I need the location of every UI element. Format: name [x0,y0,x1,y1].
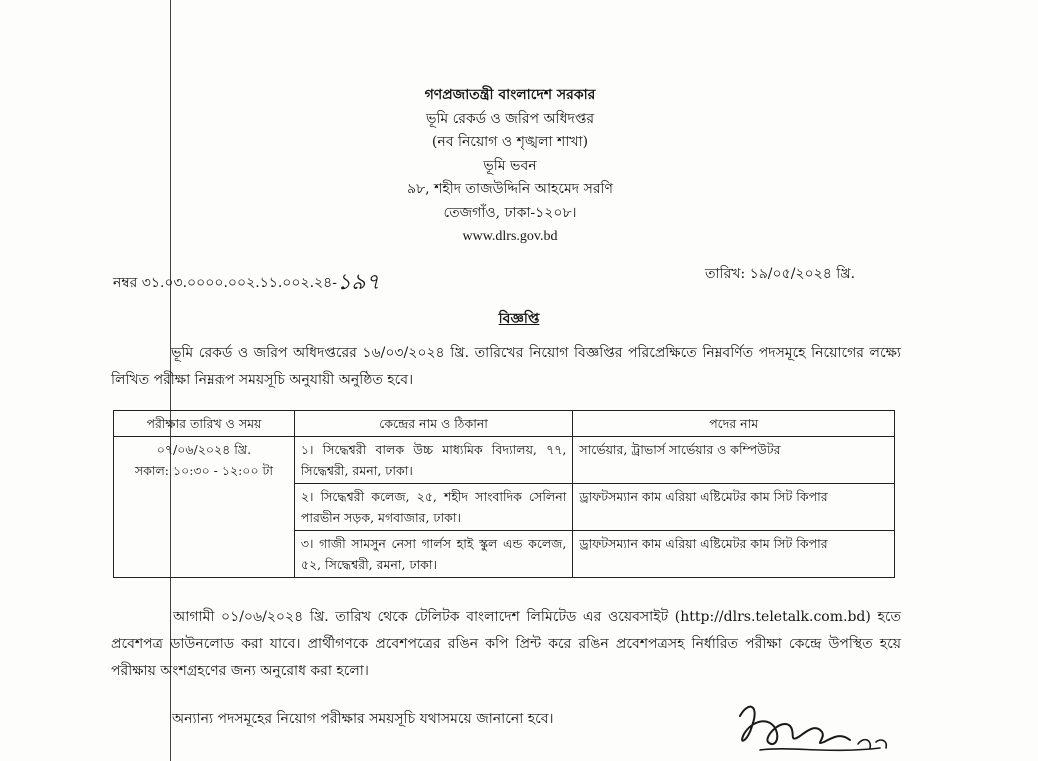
center-cell: ১। সিদ্ধেশ্বরী বালক উচ্চ মাধ্যমিক বিদ্যালয়, ৭৭, সিদ্ধেশ্বরী, রমনা, ঢাকা। [294,437,572,484]
reference-prefix: নম্বর ৩১.০৩.০০০০.০০২.১১.০০২.২৪- [113,275,337,291]
table-row [114,437,895,484]
center-cell: ২। সিদ্ধেশ্বরী কলেজ, ২৫, শহীদ সাংবাদিক সেলিনা পারভীন সড়ক, মগবাজার, ঢাকা। [294,484,572,531]
reference-number [113,263,380,300]
post-cell: ড্রাফটসম্যান কাম এরিয়া এষ্টিমেটর কাম সিট কিপার [573,484,895,531]
table-header-row [114,411,895,437]
header-center: কেন্দ্রের নাম ও ঠিকানা [294,411,572,437]
other-posts-paragraph: অন্যান্য পদসমূহের নিয়োগ পরীক্ষার সময়সূচি যথাসময়ে জানানো হবে। [172,711,554,727]
intro-paragraph: ভূমি রেকর্ড ও জরিপ অধিদপ্তরের ১৬/০৩/২০২৪ খ্রি. তারিখের নিয়োগ বিজ্ঞপ্তির পরিপ্রেক্ষিতে নিম্নবর্ণিত পদসমূহে নিয়োগের লক্ষ্যে লিখিত পরীক্ষা নিম্নরূপ সময়সূচি অনুযায়ী অনুষ্ঠিত হবে। [111,345,901,388]
notice-title: বিজ্ঞপ্তি [498,311,540,327]
address-city: তেজগাঁও, ঢাকা-১২০৮। [443,204,577,221]
center-cell: ৩। গাজী সামসুন নেসা গার্লস হাই স্কুল এন্ড কলেজ, ৫২, সিদ্ধেশ্বরী, রমনা, ঢাকা। [294,531,572,578]
post-cell: সার্ভেয়ার, ট্রাভার্স সার্ভেয়ার ও কম্পিউটর [573,437,895,484]
admit-card-paragraph: আগামী ০১/০৬/২০২৪ খ্রি. তারিখ থেকে টেলিটক বাংলাদেশ লিমিটেড এর ওয়েবসাইট (http://dlrs.teletalk.com.bd) হতে প্রবেশপত্র ডাউনলোড করা যাবে। প্রার্থীগণকে প্রবেশপত্রের রঙিন কপি প্রিন্ট করে রঙিন প্রবেশপত্রসহ নির্ধারিত পরীক্ষা কেন্দ্রে উপস্থিত হয়ে পরীক্ষায় অংশগ্রহণের জন্য অনুরোধ করা হলো। [111,609,901,679]
website-url: www.dlrs.gov.bd [462,229,558,244]
signature [730,696,900,761]
department-name: ভূমি রেকর্ড ও জরিপ অধিদপ্তর [425,110,595,127]
letterhead [300,84,720,249]
issue-date: তারিখ: ১৯/০৫/২০২৪ খ্রি. [705,266,856,282]
header-exam-date: পরীক্ষার তারিখ ও সময় [114,411,295,437]
exam-date-time-cell [114,437,295,578]
building-name: ভূমি ভবন [483,157,537,174]
post-cell: ড্রাফটসম্যান কাম এরিয়া এষ্টিমেটর কাম সিট কিপার [573,531,895,578]
section-name: (নব নিয়োগ ও শৃঙ্খলা শাখা) [431,134,589,150]
address-street: ৯৮, শহীদ তাজউদ্দিনি আহমেদ সরণি [407,181,613,197]
header-post: পদের নাম [573,411,895,437]
handwritten-reference-number: ১৯৭ [336,270,380,295]
government-name: গণপ্রজাতন্ত্রী বাংলাদেশ সরকার [424,87,596,103]
exam-date: ০৭/০৬/২০২৪ খ্রি. [156,442,252,457]
exam-schedule-table [113,410,895,578]
exam-time: সকাল: ১০:৩০ - ১২:০০ টা [134,463,273,478]
